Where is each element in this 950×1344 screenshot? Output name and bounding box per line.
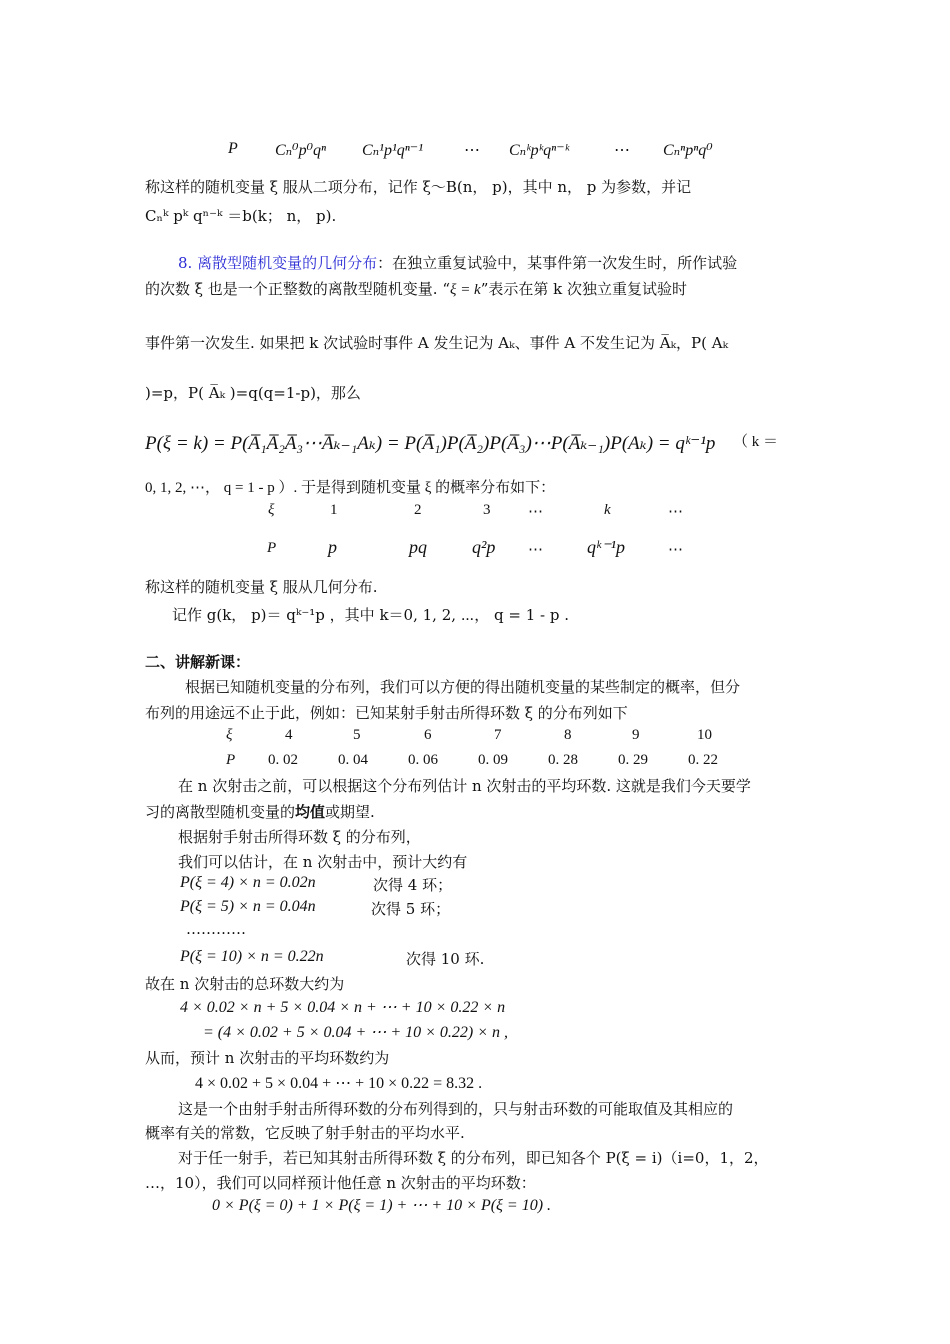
shoot-table-xi-cell: 7 [494,727,502,743]
estimate-text: 次得 5 环； [371,900,451,918]
para-2-mean-term: 均值 [295,803,326,821]
binom-paragraph-line-1: 称这样的随机变量 ξ 服从二项分布，记作 ξ～B(n， p)，其中 n， p 为参数，并记 [145,178,692,196]
shoot-table-p-cell: 0. 22 [688,752,718,768]
geo-table-p-cell: pq [409,537,427,557]
shoot-table-xi-cell: 5 [353,727,361,743]
geo-table-xi-cell: 3 [483,502,491,518]
para-7: 这是一个由射手射击所得环数的分布列得到的，只与射击环数的可能取值及其相应的 [178,1100,734,1118]
geo-table-p-cell: ⋯ [528,542,543,558]
binom-paragraph-line-2: Cₙᵏ pᵏ qⁿ⁻ᵏ ＝b(k； n， p). [145,207,337,225]
geo-paragraph-line-3: 事件第一次发生. 如果把 k 次试验时事件 A 发生记为 Aₖ、事件 A 不发生记为 A̅ₖ，P( Aₖ [145,334,729,352]
para-2a: 习的离散型随机变量的 [145,803,296,821]
para-9: 对于任一射手，若已知其射击所得环数 ξ 的分布列，即已知各个 P(ξ = i)（i=0，1，2， [178,1149,769,1167]
geo-event-formula: ξ = k [450,282,481,298]
para-2c: 或期望. [325,803,375,821]
shoot-table-p-cell: 0. 28 [548,752,578,768]
sum-formula-1: 4 × 0.02 × n + 5 × 0.04 × n + ⋯ + 10 × 0.22 × n [180,999,506,1016]
geo-text-2c: ”表示在第 k 次独立重复试验时 [480,280,688,298]
section-title: 二、讲解新课： [145,653,251,671]
shoot-table-xi-cell: 10 [697,727,712,743]
para-8: 概率有关的常数，它反映了射手射击的平均水平. [145,1124,465,1142]
binom-term-k: Cₙᵏpᵏqⁿ⁻ᵏ [509,142,570,159]
geo-text-1: ：在独立重复试验中，某事件第一次发生时，所作试验 [377,254,738,272]
estimate-text: 次得 4 环； [373,876,453,894]
shoot-table-p-cell: 0. 02 [268,752,298,768]
geo-paragraph-line-1 [178,252,737,273]
geo-table-xi-cell: ⋯ [528,504,543,520]
estimate-formula: P(ξ = 4) × n = 0.02n [180,874,316,891]
shoot-table-xi-header: ξ [226,727,233,743]
geo-table-xi-cell: ⋯ [668,504,683,520]
estimate-formula: P(ξ = 5) × n = 0.04n [180,898,316,915]
geo-after-formula: 0, 1, 2, ⋯， q = 1 - p ）. 于是得到随机变量 ξ 的概率分布如下： [145,480,556,496]
geo-table-p-cell: ⋯ [668,542,683,558]
shoot-table-p-cell: 0. 29 [618,752,648,768]
binom-ellipsis-2: ⋯ [614,142,630,159]
para-5: 故在 n 次射击的总环数大约为 [145,975,345,993]
shoot-table-p-header: P [226,752,236,768]
binom-p-label: P [228,140,238,157]
binom-term-0: Cₙ⁰p⁰qⁿ [275,142,327,159]
binom-term-n: Cₙⁿpⁿq⁰ [663,142,713,159]
average-formula: 4 × 0.02 + 5 × 0.04 + ⋯ + 10 × 0.22 = 8.32 . [195,1075,483,1092]
para-3: 根据射手射击所得环数 ξ 的分布列， [178,828,421,846]
estimate-formula: P(ξ = 10) × n = 0.22n [180,948,324,965]
geo-paragraph-line-2 [145,278,687,299]
geo-paragraph-line-4: )=p，P( A̅ₖ )=q(q=1-p)，那么 [145,384,361,402]
intro-line-1: 根据已知随机变量的分布列，我们可以方便的得出随机变量的某些制定的概率，但分 [185,678,741,696]
geo-table-xi-header: ξ [268,502,275,518]
para-4: 我们可以估计，在 n 次射击中，预计大约有 [178,853,468,871]
para-2 [145,801,375,822]
shoot-table-xi-cell: 4 [285,727,293,743]
intro-line-2: 布列的用途远不止于此，例如：已知某射手射击所得环数 ξ 的分布列如下 [145,704,628,722]
para-6: 从而，预计 n 次射击的平均环数约为 [145,1049,390,1067]
geo-table-xi-cell: 1 [330,502,338,518]
geo-table-p-cell: q²p [472,537,496,557]
para-10: …，10），我们可以同样预计他任意 n 次射击的平均环数： [145,1174,536,1192]
shoot-table-xi-cell: 6 [424,727,432,743]
shoot-table-p-cell: 0. 09 [478,752,508,768]
shoot-table-xi-cell: 9 [632,727,640,743]
geo-table-p-cell: p [328,537,337,557]
shoot-table-p-cell: 0. 04 [338,752,368,768]
geo-formula-tail: （ k ＝ [733,434,779,450]
geo-table-xi-cell: 2 [414,502,422,518]
geo-probability-formula: P(ξ = k) = P(A̅₁A̅₂A̅₃⋯A̅ₖ₋₁Aₖ) = P(A̅₁)P(A̅₂)P(A̅₃)⋯P(A̅ₖ₋₁)P(Aₖ) = qᵏ⁻¹p [145,433,716,454]
geo-table-xi-cell: k [604,502,611,518]
geo-text-2a: 的次数 ξ 也是一个正整数的离散型随机变量. “ [145,280,451,298]
geo-table-p-cell: qᵏ⁻¹p [587,537,625,557]
geo-conclusion: 称这样的随机变量 ξ 服从几何分布. [145,578,378,596]
binom-ellipsis-1: ⋯ [464,142,480,159]
binom-term-1: Cₙ¹p¹qⁿ⁻¹ [362,142,424,159]
geo-table-p-header: P [267,540,277,556]
para-1: 在 n 次射击之前，可以根据这个分布列估计 n 次射击的平均环数. 这就是我们今天要学 [178,777,751,795]
geo-notation: 记作 g(k， p)＝ qᵏ⁻¹p ，其中 k＝0, 1, 2, ⋯， q = 1 - p . [172,606,570,624]
final-formula: 0 × P(ξ = 0) + 1 × P(ξ = 1) + ⋯ + 10 × P(ξ = 10) . [212,1197,552,1214]
shoot-table-p-cell: 0. 06 [408,752,438,768]
shoot-table-xi-cell: 8 [564,727,572,743]
geo-heading: 8. 离散型随机变量的几何分布 [178,254,378,272]
sum-formula-2: = (4 × 0.02 + 5 × 0.04 + ⋯ + 10 × 0.22) × n , [203,1024,509,1041]
estimate-text: 次得 10 环. [406,950,485,968]
estimate-ellipsis: ………… [186,920,246,938]
